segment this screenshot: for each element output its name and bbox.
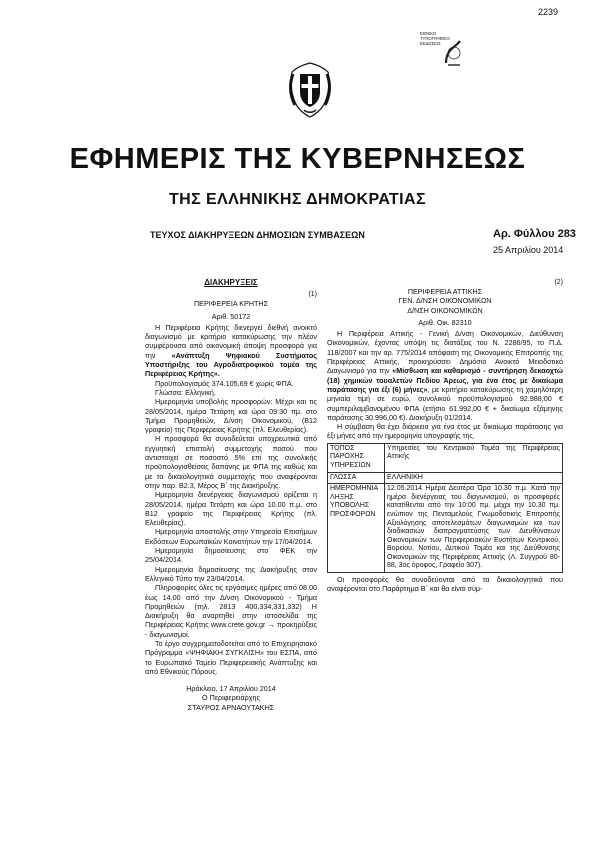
notice-marker: (2) <box>554 279 563 286</box>
paragraph-text: , με κριτήριο κατακύρωσης τη χαμηλότερη μηνιαία τιμή σε ευρώ, συνολικού προϋπολογισμού 92.988,00 € συμπεριλαμβανομένου ΦΠΑ (ετήσιο 61.992,00 € + δικαίωμα εξάμηνης παράτασης 30.996,00 €). Διακήρυξη 01/2014. <box>327 384 563 422</box>
table-value: 12.05.2014 Ημέρα Δευτέρα Ώρα 10.30 π.μ. Κατά την ημέρα διενέργειας του διαγωνισμού, οι προσφορές κατατίθενται από την 10:00 πμ. μέχρι την 10.30 πμ. ενώπιον της Πενταμελούς Γνωμοδοτικής Επιτροπής Αξιολόγησης αποτελεσμάτων διαγωνισμών και των διαδικασιών διαπραγματεύσης των Διευθύνσεων Οικονομικών των Περιφερειακών Ενοτήτων Κεντρικού, Βορείου, Νοτίου, Δυτικού Τομέα και της Διεύθυνσης Οικονομικών της Περιφέρειας Αττικής (Λ. Συγγρού 80-88, 3ος όροφος, Γραφείο 307). <box>385 484 563 573</box>
page-number: 2239 <box>538 7 559 17</box>
issue-date: 25 Απριλίου 2014 <box>493 245 564 255</box>
notice-authority: ΠΕΡΙΦΕΡΕΙΑ ΑΤΤΙΚΗΣ <box>407 287 483 296</box>
issue-series: ΤΕΥΧΟΣ ΔΙΑΚΗΡΥΞΕΩΝ ΔΗΜΟΣΙΩΝ ΣΥΜΒΑΣΕΩΝ <box>150 230 365 240</box>
paragraph-text: Η Περιφέρεια Κρήτης διενεργεί διεθνή ανοικτό διαγωνισμό με κριτήριο κατακύρωσης την πλέον συμφέρουσα από οικονομική άποψη προσφορά για την <box>145 322 317 360</box>
tender-info-table <box>327 443 563 573</box>
notice-paragraph: Οι προσφορές θα συνοδεύονται από τα δικαιολογητικά που αναφέρονται στο Παράρτημα Β΄ και θα είναι σύμ- <box>327 575 563 594</box>
signature-role: Ο Περιφερειάρχης <box>202 693 260 703</box>
table-value: ΕΛΛΗΝΙΚΗ <box>385 472 563 484</box>
paragraph-bold: «Ανάπτυξη Ψηφιακού Συστήματος Υποστήριξης του Αγροδιατροφικού τομέα της Περιφέρειας Κρήτης». <box>145 350 317 379</box>
notice-paragraph: Γλώσσα: Ελληνική. <box>155 387 216 397</box>
notice-paragraph: Ημερομηνία δημοσίευσης στο ΦΕΚ την 25/04/2014. <box>145 546 317 565</box>
issue-number: Αρ. Φύλλου 283 <box>493 228 576 240</box>
paragraph-text: Η Περιφέρεια Αττικής - Γενική Δ/νση Οικονομικών, Διεύθυνση Οικονομικών, έχοντας υπόψη τις διατάξεις του Ν. 2286/95, το Π.Δ. 118/2007 και την αρ. 775/2014 απόφαση της Οικονομικής Επιτροπής της Περιφέρειας Αττικής, προκηρύσσει Δημόσιο Ανοικτό Μειοδοτικό Διαγωνισμό για την <box>327 329 563 376</box>
notice-paragraph: Ημερομηνία δημοσίευσης της Διακήρυξης στον Ελληνικό Τύπο την 23/04/2014. <box>145 564 317 583</box>
notice-authority: ΓΕΝ. Δ/ΝΣΗ ΟΙΚΟΝΟΜΙΚΩΝ <box>398 296 492 306</box>
notice-marker: (1) <box>308 291 317 299</box>
table-row <box>328 484 563 573</box>
table-key: ΓΛΩΣΣΑ <box>328 472 385 484</box>
section-heading <box>145 278 317 287</box>
printer-stamp-line: ΕΚΔΟΣΕΙΣ <box>420 41 441 46</box>
notice-paragraph: Προϋπολογισμός 374.105,69 € χωρίς ΦΠΑ. <box>155 378 294 388</box>
table-key: ΗΜΕΡΟΜΗΝΙΑ ΛΗΞΗΣ ΥΠΟΒΟΛΗΣ ΠΡΟΣΦΟΡΩΝ <box>328 484 385 573</box>
notice-reference: Αριθ. 50172 <box>211 311 251 321</box>
notice-paragraph: Πληροφορίες όλες τις εργάσιμες ημέρες από 08.00 έως 14.00 από την Δ/νση Οικονομικού - Τμήμα Προμηθειών (τηλ. 2813 400.334,331,332) Η Διακήρυξη θα αναρτηθεί στην ιστοσελίδα της Περιφέρειας Κρήτης www.crete.gov.gr → προκηρύξεις - διαγωνισμοί. <box>145 583 317 639</box>
printer-stamp-logo <box>442 37 464 67</box>
section-heading-text: ΔΙΑΚΗΡΥΞΕΙΣ <box>204 278 258 287</box>
notice-marker-row <box>327 278 563 287</box>
notice-paragraph: Η προσφορά θα συνοδεύεται υποχρεωτικά από εγγυητική επιστολή συμμετοχής ποσού που αντιστοιχεί σε ποσοστό 5% επί της συνολικής προϋπολογισθείσας δαπάνης με ΦΠΑ της καθώς και με τα δικαιολογητικά συμμετοχής που αναφέρονται στην παρ. Β2.3, Μέρος Β΄ της Διακήρυξης. <box>145 434 317 490</box>
notice-paragraph: Η σύμβαση θα έχει διάρκεια για ένα έτος με δικαίωμα παράτασης για έξι μήνες από την ημερομηνία υπογραφής της. <box>327 422 563 441</box>
notice-paragraph <box>327 329 563 422</box>
left-column <box>145 278 317 712</box>
notice-reference: Αριθ. Οικ. 82310 <box>418 317 472 327</box>
notice-marker-row <box>145 290 317 299</box>
coat-of-arms-icon <box>286 62 334 118</box>
gazette-title: ΕΦΗΜΕΡΙΣ ΤΗΣ ΚΥΒΕΡΝΗΣΕΩΣ <box>69 143 526 175</box>
table-row <box>328 443 563 472</box>
printer-stamp-line: ΕΘΝΙΚΟ <box>420 31 437 36</box>
table-value: Υπηρεσίες του Κεντρικού Τομέα της Περιφέρειας Αττικής <box>385 443 563 472</box>
signature-name: ΣΤΑΥΡΟΣ ΑΡΝΑΟΥΤΑΚΗΣ <box>187 702 275 712</box>
notice-authority: ΠΕΡΙΦΕΡΕΙΑ ΚΡΗΤΗΣ <box>193 299 269 309</box>
notice-paragraph: Το έργο συγχρηματοδοτείται από το Επιχειρησιακό Πρόγραμμα «ΨΗΦΙΑΚΗ ΣΥΓΚΛΙΣΗ» του ΕΣΠΑ, από το Ευρωπαϊκό Ταμείο Περιφερειακής Ανάπτυξης και από Εθνικούς Πόρους. <box>145 638 317 676</box>
right-column <box>327 278 563 594</box>
notice-paragraph <box>145 323 317 379</box>
notice-paragraph: Ημερομηνία διενέργειας διαγωνισμού ορίζεται η 28/05/2014, ημέρα Τετάρτη και ώρα 10.00 π.μ. στο Β12 γραφείο της Περιφέρειας Κρήτης (πλ. Ελευθερίας). <box>145 490 317 528</box>
printer-stamp <box>420 31 466 73</box>
table-key: ΤΟΠΟΣ ΠΑΡΟΧΗΣ ΥΠΗΡΕΣΙΩΝ <box>328 443 385 472</box>
paragraph-bold: «Μίσθωση και καθαρισμό - συντήρηση δεκαοχτώ (18) χημικών τουαλετών Πεδίου Άρεως, για ένα έτος με δικαίωμα παράτασης για έξι (6) μήνες» <box>327 366 563 394</box>
republic-subtitle: ΤΗΣ ΕΛΛΗΝΙΚΗΣ ΔΗΜΟΚΡΑΤΙΑΣ <box>169 191 426 208</box>
notice-paragraph: Ημερομηνία υποβολής προσφορών: Μέχρι και τις 28/05/2014, ημέρα Τετάρτη και ώρα 09:30 πμ. στο Τμήμα Προμηθειών, Δ/νση Οικονομικού, (Β12 γραφείο) της Περιφέρειας Κρήτης (πλ. Ελευθερίας). <box>145 397 317 435</box>
printer-stamp-line: ΤΥΠΟΓΡΑΦΕΙΟ <box>420 36 450 41</box>
table-row <box>328 472 563 484</box>
signature-place-date: Ηράκλειο, 17 Απριλίου 2014 <box>186 684 276 694</box>
notice-authority: Δ/ΝΣΗ ΟΙΚΟΝΟΜΙΚΩΝ <box>407 305 483 315</box>
notice-paragraph: Ημερομηνία αποστολής στην Υπηρεσία Επισήμων Εκδόσεων Ευρωπαϊκών Κοινοτήτων την 17/04/2014. <box>145 527 317 546</box>
